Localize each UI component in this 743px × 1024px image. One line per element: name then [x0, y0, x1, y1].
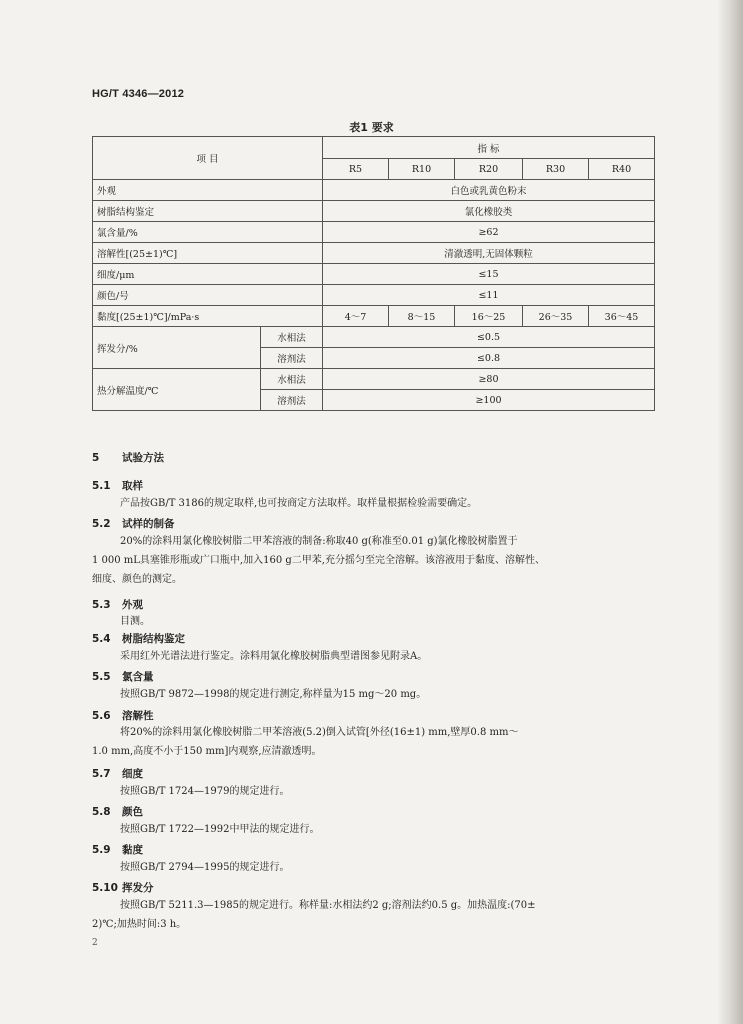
grade-r5: R5	[323, 159, 389, 180]
table-title: 表1 要求	[349, 121, 394, 134]
method-cell: 溶剂法	[261, 390, 323, 411]
document-code: HG/T 4346—2012	[92, 88, 185, 100]
grade-r30: R30	[523, 159, 589, 180]
paragraph	[92, 782, 654, 801]
section-title: 外观	[122, 599, 143, 611]
grade-r40: R40	[589, 159, 655, 180]
method-cell: 溶剂法	[261, 348, 323, 369]
row-value: 氯化橡胶类	[323, 201, 655, 222]
viscosity-r30: 26～35	[523, 306, 589, 327]
section-title: 取样	[122, 480, 143, 492]
section-title: 黏度	[122, 844, 143, 856]
method-cell: 水相法	[261, 369, 323, 390]
viscosity-r20: 16～25	[455, 306, 523, 327]
section-heading	[92, 516, 175, 531]
paragraph-text: 按照GB/T 9872—1998的规定进行测定,称样量为15 mg～20 mg。	[120, 689, 427, 700]
paragraph-text: 产品按GB/T 3186的规定取样,也可按商定方法取样。取样量根据检验需要确定。	[120, 498, 478, 509]
row-item: 氯含量/%	[93, 222, 323, 243]
section-number: 5.2	[92, 518, 111, 530]
grade-r10: R10	[389, 159, 455, 180]
section-number: 5.10	[92, 882, 118, 894]
table-row-decomp	[93, 369, 655, 390]
row-value: ≤11	[323, 285, 655, 306]
section-heading	[92, 450, 164, 465]
paragraph-line: 1.0 mm,高度不小于150 mm]内观察,应清澈透明。	[92, 746, 322, 757]
table-row	[93, 201, 655, 222]
paragraph-text: 按照GB/T 1724—1979的规定进行。	[120, 786, 290, 797]
method-cell: 水相法	[261, 327, 323, 348]
section-heading	[92, 842, 143, 857]
paragraph	[92, 494, 654, 513]
section-heading	[92, 766, 143, 781]
requirements-table	[92, 136, 655, 411]
row-value: ≥80	[323, 369, 655, 390]
viscosity-r5: 4～7	[323, 306, 389, 327]
section-title: 溶解性	[122, 710, 154, 722]
section-title: 氯含量	[122, 671, 154, 683]
table-row-viscosity	[93, 306, 655, 327]
section-title: 颜色	[122, 806, 143, 818]
header-item: 项 目	[93, 137, 323, 180]
page-edge-shadow	[717, 0, 743, 1024]
section-number: 5.6	[92, 710, 111, 722]
section-number: 5	[92, 452, 100, 464]
section-heading	[92, 631, 185, 646]
row-value: 白色或乳黄色粉末	[323, 180, 655, 201]
row-value: ≤15	[323, 264, 655, 285]
row-item: 黏度[(25±1)℃]/mPa·s	[93, 306, 323, 327]
paragraph-text: 按照GB/T 2794—1995的规定进行。	[120, 862, 290, 873]
paragraph-text: 目测。	[120, 616, 150, 627]
table-row	[93, 264, 655, 285]
section-heading	[92, 880, 154, 895]
section-number: 5.1	[92, 480, 111, 492]
paragraph	[92, 612, 654, 631]
paragraph-line: 将20%的涂料用氯化橡胶树脂二甲苯溶液(5.2)倒入试管[外径(16±1) mm,壁厚0.8 mm～	[120, 727, 519, 738]
section-heading	[92, 478, 143, 493]
paragraph	[92, 685, 654, 704]
section-title: 细度	[122, 768, 143, 780]
section-number: 5.7	[92, 768, 111, 780]
paragraph	[92, 858, 654, 877]
table-row	[93, 243, 655, 264]
paragraph-line: 1 000 mL具塞锥形瓶或广口瓶中,加入160 g二甲苯,充分摇匀至完全溶解。该溶液用于黏度、溶解性、	[92, 555, 545, 566]
section-title: 挥发分	[122, 882, 154, 894]
paragraph-text: 采用红外光谱法进行鉴定。涂料用氯化橡胶树脂典型谱图参见附录A。	[120, 651, 428, 662]
paragraph	[92, 647, 654, 666]
paragraph-line: 20%的涂料用氯化橡胶树脂二甲苯溶液的制备:称取40 g(称准至0.01 g)氯化橡胶树脂置于	[120, 536, 518, 547]
section-number: 5.8	[92, 806, 111, 818]
section-number: 5.9	[92, 844, 111, 856]
table-row-volatile	[93, 327, 655, 348]
row-value: ≥62	[323, 222, 655, 243]
paragraph-line: 2)℃;加热时间:3 h。	[92, 919, 187, 930]
row-item: 溶解性[(25±1)℃]	[93, 243, 323, 264]
paragraph	[92, 820, 654, 839]
section-number: 5.3	[92, 599, 111, 611]
paragraph	[92, 532, 654, 589]
section-title: 试样的制备	[122, 518, 175, 530]
section-heading	[92, 597, 143, 612]
paragraph-line: 按照GB/T 5211.3—1985的规定进行。称样量:水相法约2 g;溶剂法约0.5 g。加热温度:(70±	[120, 900, 536, 911]
table-row	[93, 222, 655, 243]
table-header-row	[93, 137, 655, 159]
section-heading	[92, 669, 154, 684]
grade-r20: R20	[455, 159, 523, 180]
row-value: 清澈透明,无固体颗粒	[323, 243, 655, 264]
page-number: 2	[92, 938, 98, 948]
row-item: 外观	[93, 180, 323, 201]
row-item: 挥发分/%	[93, 327, 261, 369]
viscosity-r10: 8～15	[389, 306, 455, 327]
section-heading	[92, 804, 143, 819]
paragraph	[92, 896, 654, 934]
row-item: 细度/μm	[93, 264, 323, 285]
row-item: 树脂结构鉴定	[93, 201, 323, 222]
table-row	[93, 180, 655, 201]
paragraph	[92, 723, 654, 761]
paragraph-line: 细度、颜色的测定。	[92, 574, 182, 585]
section-title: 树脂结构鉴定	[122, 633, 185, 645]
section-heading	[92, 708, 154, 723]
row-value: ≥100	[323, 390, 655, 411]
header-index: 指 标	[323, 137, 655, 159]
section-number: 5.5	[92, 671, 111, 683]
row-value: ≤0.5	[323, 327, 655, 348]
section-title: 试验方法	[122, 452, 164, 464]
section-number: 5.4	[92, 633, 111, 645]
row-item: 颜色/号	[93, 285, 323, 306]
paragraph-text: 按照GB/T 1722—1992中甲法的规定进行。	[120, 824, 320, 835]
viscosity-r40: 36～45	[589, 306, 655, 327]
row-value: ≤0.8	[323, 348, 655, 369]
row-item: 热分解温度/℃	[93, 369, 261, 411]
table-row	[93, 285, 655, 306]
